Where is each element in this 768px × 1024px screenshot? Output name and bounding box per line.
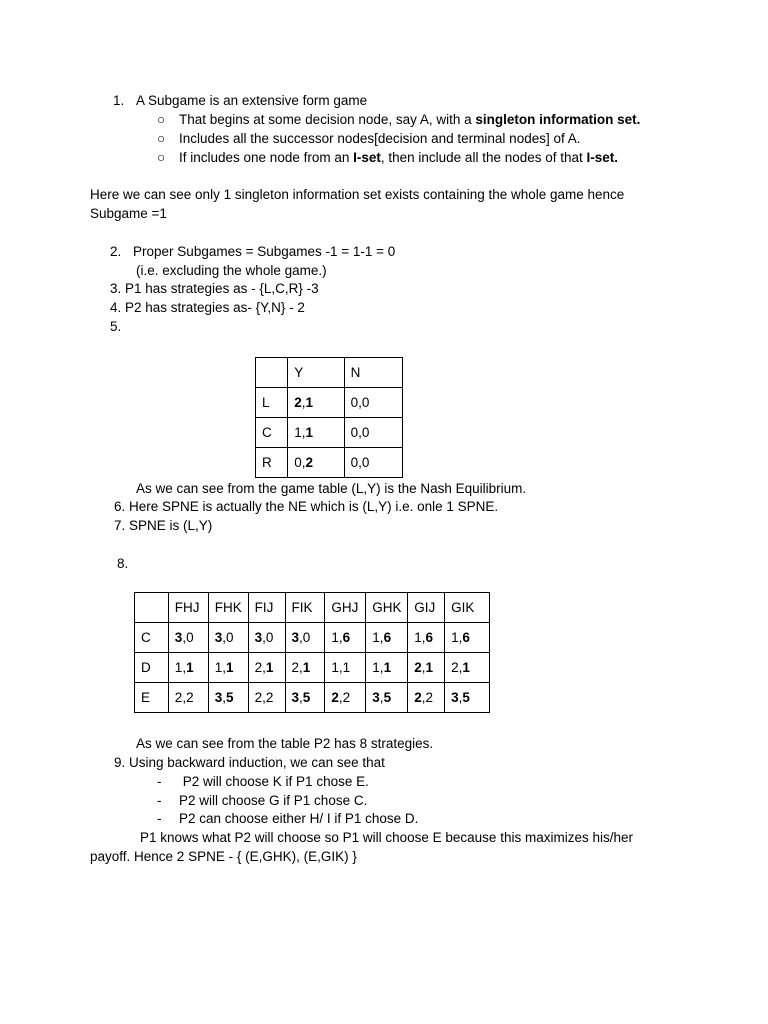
note-5: As we can see from the game table (L,Y) is the Nash Equilibrium. — [136, 481, 527, 496]
item-5: 5. — [110, 319, 122, 334]
dash-bullet-icon: - — [157, 793, 162, 808]
payoff-p2: 0 — [302, 629, 311, 645]
table-row — [256, 388, 403, 418]
payoff-p2: 1 — [305, 424, 314, 440]
payoff-cell: 2,2 — [168, 683, 208, 713]
bullet-3: ○ If includes one node from an I-set, then include all the nodes of that I-set. — [157, 150, 619, 165]
payoff-cell: 2,2 — [325, 683, 366, 713]
payoff-p1: 3 — [372, 689, 380, 705]
payoff-p2: 5 — [302, 689, 311, 705]
table-row — [135, 623, 490, 653]
payoff-cell: 3,0 — [248, 623, 285, 653]
payoff-p2: 0 — [186, 629, 194, 645]
payoff-p2: 1 — [305, 394, 314, 410]
payoff-p1: 1 — [294, 424, 302, 440]
column-header: N — [344, 358, 402, 388]
table-row — [256, 448, 403, 478]
payoff-p1: 1 — [331, 629, 339, 645]
column-header — [135, 593, 169, 623]
payoff-p2: 2 — [342, 689, 351, 705]
payoff-p1: 0 — [294, 454, 302, 470]
payoff-p2: 1 — [225, 659, 234, 675]
item-3: 3. P1 has strategies as - {L,C,R} -3 — [110, 281, 319, 296]
row-label: C — [256, 418, 288, 448]
column-header: FIK — [285, 593, 325, 623]
payoff-p1: 3 — [451, 689, 459, 705]
payoff-cell: 0,0 — [344, 418, 402, 448]
column-header — [256, 358, 288, 388]
row-label: D — [135, 653, 169, 683]
payoff-p1: 2 — [174, 689, 183, 705]
item-8: 8. — [117, 556, 129, 571]
note-8: As we can see from the table P2 has 8 strategies. — [136, 736, 434, 751]
payoff-cell: 3,0 — [208, 623, 248, 653]
column-header: FIJ — [248, 593, 285, 623]
bullet-1: ○ That begins at some decision node, say A, with a singleton information set. — [157, 112, 641, 127]
payoff-cell: 2,1 — [408, 653, 445, 683]
column-header: GHK — [366, 593, 408, 623]
payoff-p1: 3 — [254, 629, 263, 645]
game-table-2 — [134, 592, 490, 713]
payoff-cell: 2,2 — [408, 683, 445, 713]
payoff-cell: 3,5 — [445, 683, 490, 713]
payoff-p1: 1 — [331, 659, 339, 675]
payoff-p1: 0 — [350, 424, 359, 440]
item-2: 2. Proper Subgames = Subgames -1 = 1-1 = 0 — [110, 244, 396, 259]
payoff-p2: 0 — [361, 394, 370, 410]
payoff-cell: 1,1 — [288, 418, 344, 448]
payoff-p1: 2 — [451, 659, 459, 675]
payoff-cell: 1,1 — [208, 653, 248, 683]
circle-bullet-icon: ○ — [157, 131, 166, 146]
payoff-p1: 3 — [214, 629, 223, 645]
payoff-cell: 3,5 — [208, 683, 248, 713]
row-label: E — [135, 683, 169, 713]
dash-point-2: - P2 will choose G if P1 chose C. — [157, 793, 368, 808]
payoff-cell: 1,1 — [366, 653, 408, 683]
payoff-p1: 0 — [350, 454, 359, 470]
item-4: 4. P2 has strategies as- {Y,N} - 2 — [110, 300, 305, 315]
table-header-row — [135, 593, 490, 623]
paragraph-line-1: Here we can see only 1 singleton information set exists containing the whole game hence — [90, 187, 625, 202]
payoff-p2: 1 — [462, 659, 470, 675]
payoff-cell: 2,2 — [248, 683, 285, 713]
payoff-p2: 1 — [302, 659, 311, 675]
circle-bullet-icon: ○ — [157, 112, 166, 127]
item-7: 7. SPNE is (L,Y) — [114, 518, 213, 533]
conclusion-line-1: P1 knows what P2 will choose so P1 will choose E because this maximizes his/her — [140, 830, 633, 845]
payoff-cell: 2,1 — [445, 653, 490, 683]
table-row — [256, 418, 403, 448]
paragraph-line-2: Subgame =1 — [90, 206, 167, 221]
payoff-cell: 1,6 — [408, 623, 445, 653]
payoff-p1: 3 — [291, 689, 300, 705]
payoff-cell: 2,1 — [288, 388, 344, 418]
payoff-p2: 1 — [383, 659, 392, 675]
payoff-cell: 1,6 — [366, 623, 408, 653]
payoff-p2: 2 — [305, 454, 314, 470]
item-2-continuation: (i.e. excluding the whole game.) — [136, 263, 327, 278]
table-row — [135, 683, 490, 713]
item-1 — [113, 92, 367, 110]
payoff-p1: 2 — [414, 659, 422, 675]
payoff-cell: 1,1 — [325, 653, 366, 683]
payoff-p1: 1 — [214, 659, 223, 675]
payoff-p2: 6 — [462, 629, 470, 645]
dash-point-3: - P2 can choose either H/ I if P1 chose D. — [157, 811, 419, 826]
dash-point-1: - P2 will choose K if P1 chose E. — [157, 774, 369, 789]
column-header: FHK — [208, 593, 248, 623]
payoff-p2: 0 — [361, 424, 370, 440]
payoff-p2: 2 — [186, 689, 194, 705]
payoff-p2: 6 — [342, 629, 351, 645]
payoff-cell: 1,1 — [168, 653, 208, 683]
payoff-p1: 0 — [350, 394, 359, 410]
payoff-p1: 2 — [294, 394, 302, 410]
payoff-p2: 1 — [186, 659, 194, 675]
column-header: FHJ — [168, 593, 208, 623]
conclusion-line-2: payoff. Hence 2 SPNE - { (E,GHK), (E,GIK) } — [90, 849, 357, 864]
payoff-p1: 3 — [291, 629, 300, 645]
payoff-p1: 2 — [291, 659, 300, 675]
payoff-p2: 6 — [383, 629, 392, 645]
row-label: R — [256, 448, 288, 478]
dash-bullet-icon: - — [157, 811, 162, 826]
payoff-cell: 1,6 — [325, 623, 366, 653]
table-row — [135, 653, 490, 683]
payoff-cell: 3,5 — [366, 683, 408, 713]
payoff-p1: 2 — [414, 689, 422, 705]
payoff-p2: 0 — [361, 454, 370, 470]
payoff-p1: 1 — [451, 629, 459, 645]
payoff-cell: 0,0 — [344, 448, 402, 478]
payoff-cell: 0,2 — [288, 448, 344, 478]
payoff-p2: 0 — [265, 629, 274, 645]
column-header: GHJ — [325, 593, 366, 623]
item-text: A Subgame is an extensive form game — [136, 93, 368, 108]
payoff-p1: 1 — [372, 629, 380, 645]
payoff-p1: 3 — [174, 629, 183, 645]
payoff-p1: 1 — [372, 659, 380, 675]
payoff-p2: 5 — [383, 689, 392, 705]
payoff-p1: 1 — [174, 659, 183, 675]
payoff-p2: 2 — [265, 689, 274, 705]
column-header: GIK — [445, 593, 490, 623]
item-9: 9. Using backward induction, we can see that — [114, 755, 385, 770]
payoff-p2: 0 — [225, 629, 234, 645]
payoff-cell: 3,0 — [168, 623, 208, 653]
row-label: L — [256, 388, 288, 418]
payoff-p2: 1 — [265, 659, 274, 675]
payoff-cell: 2,1 — [248, 653, 285, 683]
payoff-p1: 3 — [214, 689, 223, 705]
dash-bullet-icon: - — [157, 774, 162, 789]
circle-bullet-icon: ○ — [157, 150, 166, 165]
payoff-cell: 2,1 — [285, 653, 325, 683]
payoff-p2: 1 — [342, 659, 351, 675]
payoff-p2: 5 — [462, 689, 470, 705]
game-table-1 — [255, 357, 403, 478]
payoff-cell: 0,0 — [344, 388, 402, 418]
payoff-p2: 5 — [225, 689, 234, 705]
payoff-cell: 3,5 — [285, 683, 325, 713]
item-6: 6. Here SPNE is actually the NE which is (L,Y) i.e. onle 1 SPNE. — [114, 499, 499, 514]
payoff-p1: 1 — [414, 629, 422, 645]
payoff-p1: 2 — [254, 659, 263, 675]
column-header: GIJ — [408, 593, 445, 623]
payoff-p2: 2 — [425, 689, 433, 705]
payoff-cell: 3,0 — [285, 623, 325, 653]
payoff-cell: 1,6 — [445, 623, 490, 653]
item-number: 1. — [113, 93, 125, 108]
bullet-2: ○ Includes all the successor nodes[decision and terminal nodes] of A. — [157, 131, 581, 146]
payoff-p1: 2 — [254, 689, 263, 705]
column-header: Y — [288, 358, 344, 388]
table-header-row — [256, 358, 403, 388]
payoff-p2: 1 — [425, 659, 433, 675]
row-label: C — [135, 623, 169, 653]
payoff-p2: 6 — [425, 629, 433, 645]
payoff-p1: 2 — [331, 689, 339, 705]
